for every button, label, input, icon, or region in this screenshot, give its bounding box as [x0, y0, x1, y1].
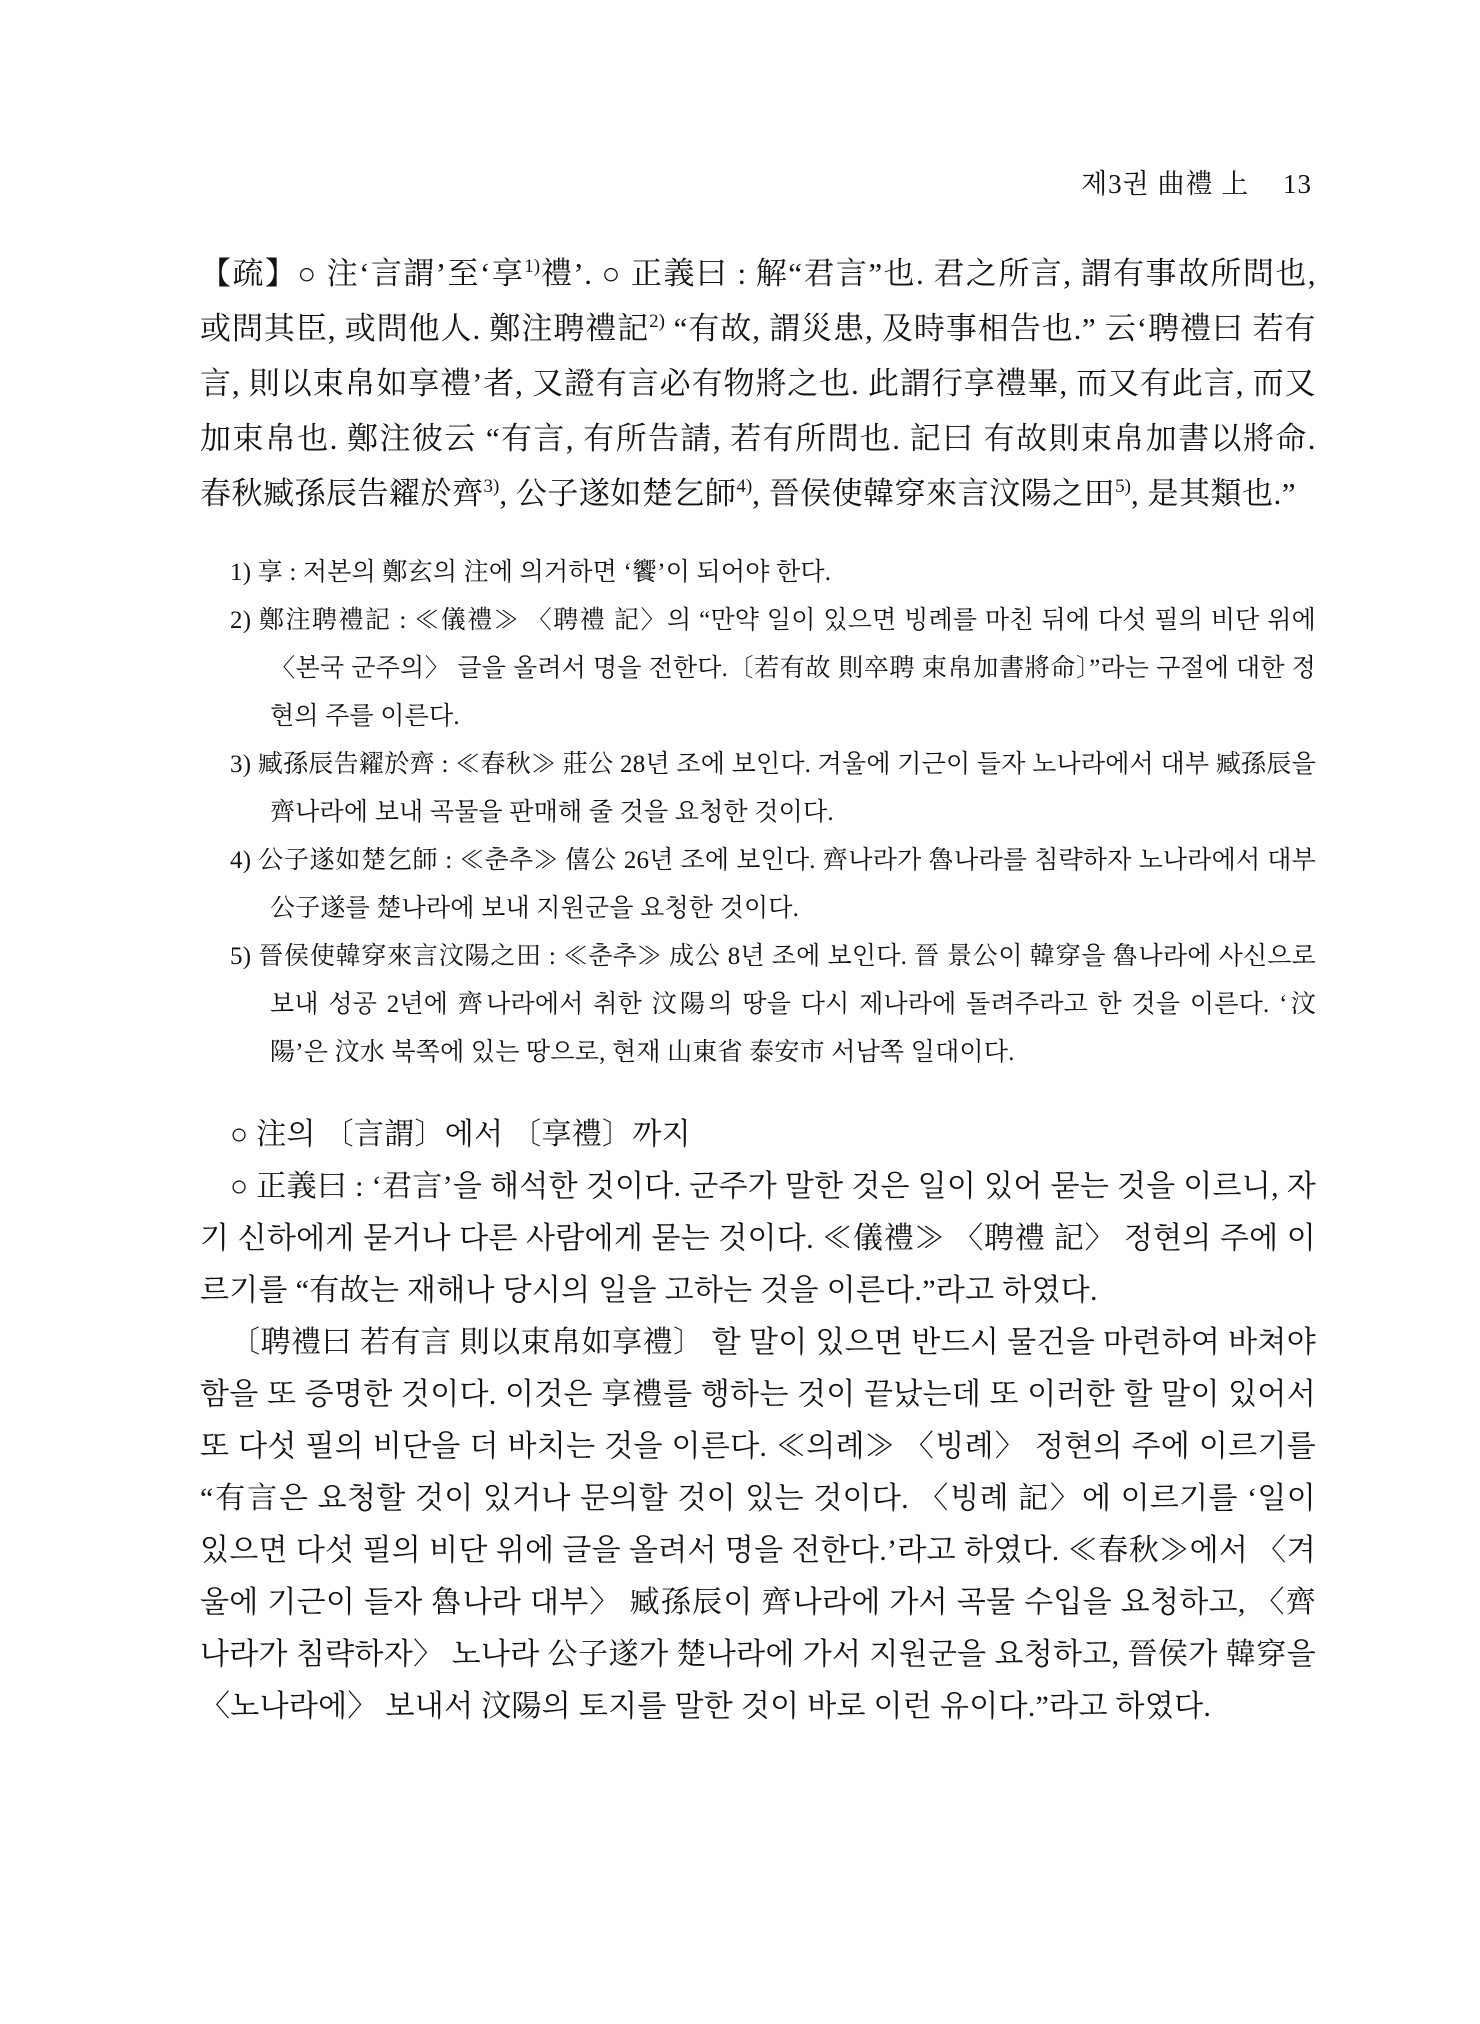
footnote-ref: 3)	[483, 476, 500, 497]
footnote-item: 3) 臧孫辰告糴於齊 : ≪春秋≫ 莊公 28년 조에 보인다. 겨울에 기근이 들자 노나라에서 대부 臧孫辰을 齊나라에 보내 곡물을 판매해 줄 것을 요청한 것이다.	[230, 751, 1316, 826]
footnote-ref: 2)	[649, 311, 665, 332]
footnote-item: 4) 公子遂如楚乞師 : ≪춘추≫ 僖公 26년 조에 보인다. 齊나라가 魯나라를 침략하자 노나라에서 대부 公子遂를 楚나라에 보내 지원군을 요청한 것이다.	[230, 847, 1316, 922]
commentary-text-run: , 公子遂如楚乞師	[499, 476, 737, 511]
commentary-text-run: 禮’. ○ 正義曰 : 解“君言”也. 君之所言, 謂有事故所問也, 或問其臣, 或問他人. 鄭注聘禮記	[200, 256, 1316, 346]
running-header	[1081, 162, 1312, 201]
footnote-number: 2)	[230, 607, 252, 634]
footnote-number: 1)	[230, 559, 252, 586]
commentary-text-run: “有故, 謂災患, 及時事相告也.” 云‘聘禮曰 若有言, 則以束帛如享禮’者, 又證有言必有物將之也. 此謂行享禮畢, 而又有此言, 而又加束帛也. 鄭注彼云 “有言, 有所告請, 若有所問也. 記曰 有故則束帛加書以將命. 春秋臧孫辰告糴於齊	[200, 311, 1317, 511]
footnote-item: 5) 晉侯使韓穿來言汶陽之田 : ≪춘추≫ 成公 8년 조에 보인다. 晉 景公이 韓穿을 魯나라에 사신으로 보내 성공 2년에 齊나라에서 취한 汶陽의 땅을 다시 제나라에 돌려주라고 한 것을 이른다. ‘汶陽’은 汶水 북쪽에 있는 땅으로, 현재 山東省 泰安市 서남쪽 일대이다.	[230, 943, 1316, 1066]
footnote-ref: 5)	[1115, 476, 1131, 497]
footnote-number: 4)	[230, 847, 252, 874]
commentary-text-run: , 晉侯使韓穿來言汶陽之田	[752, 476, 1116, 511]
commentary-text-run: , 是其類也.”	[1130, 476, 1296, 511]
running-header-title: 제3권 曲禮 上	[1081, 169, 1250, 199]
footnote-item: 2) 鄭注聘禮記 : ≪儀禮≫ 〈聘禮 記〉의 “만약 일이 있으면 빙례를 마친 뒤에 다섯 필의 비단 위에 〈본국 군주의〉 글을 올려서 명을 전한다.〔若有故 則卒聘 束帛加書將命〕”라는 구절에 대한 정현의 주를 이른다.	[230, 607, 1316, 730]
translation-paragraph: ○ 正義曰 : ‘君言’을 해석한 것이다. 군주가 말한 것은 일이 있어 묻는 것을 이르니, 자기 신하에게 묻거나 다른 사람에게 묻는 것이다. ≪儀禮≫ 〈聘禮 記〉 정현의 주에 이르기를 “有故는 재해나 당시의 일을 고하는 것을 이른다.”라고 하였다.	[200, 1170, 1316, 1307]
footnote-ref: 1)	[524, 256, 541, 277]
page-number: 13	[1283, 169, 1312, 199]
footnote-number: 5)	[230, 943, 252, 970]
footnote-item: 1) 享 : 저본의 鄭玄의 注에 의거하면 ‘饗’이 되어야 한다.	[230, 559, 832, 586]
translation-paragraph: ○ 注의 〔言謂〕에서 〔享禮〕까지	[230, 1118, 691, 1151]
footnote-ref: 4)	[736, 476, 753, 497]
translation-paragraph: 〔聘禮曰 若有言 則以束帛如享禮〕 할 말이 있으면 반드시 물건을 마련하여 바쳐야 함을 또 증명한 것이다. 이것은 享禮를 행하는 것이 끝났는데 또 이러한 할 말이 있어서 또 다섯 필의 비단을 더 바치는 것을 이른다. ≪의례≫ 〈빙례〉 정현의 주에 이르기를 “有言은 요청할 것이 있거나 문의할 것이 있는 것이다. 〈빙례 記〉에 이르기를 ‘일이 있으면 다섯 필의 비단 위에 글을 올려서 명을 전한다.’라고 하였다. ≪春秋≫에서 〈겨울에 기근이 들자 魯나라 대부〉 臧孫辰이 齊나라에 가서 곡물 수입을 요청하고, 〈齊나라가 침략하자〉 노나라 公子遂가 楚나라에 가서 지원군을 요청하고, 晉侯가 韓穿을 〈노나라에〉 보내서 汶陽의 토지를 말한 것이 바로 이런 유이다.”라고 하였다.	[200, 1326, 1316, 1723]
footnote-number: 3)	[230, 751, 252, 778]
footnotes-block	[230, 549, 1316, 1077]
commentary-text-run: 【疏】○ 注‘言謂’至‘享	[200, 256, 525, 291]
page-content	[200, 246, 1316, 1733]
translation-block	[200, 1109, 1316, 1733]
commentary-paragraph	[200, 246, 1316, 521]
